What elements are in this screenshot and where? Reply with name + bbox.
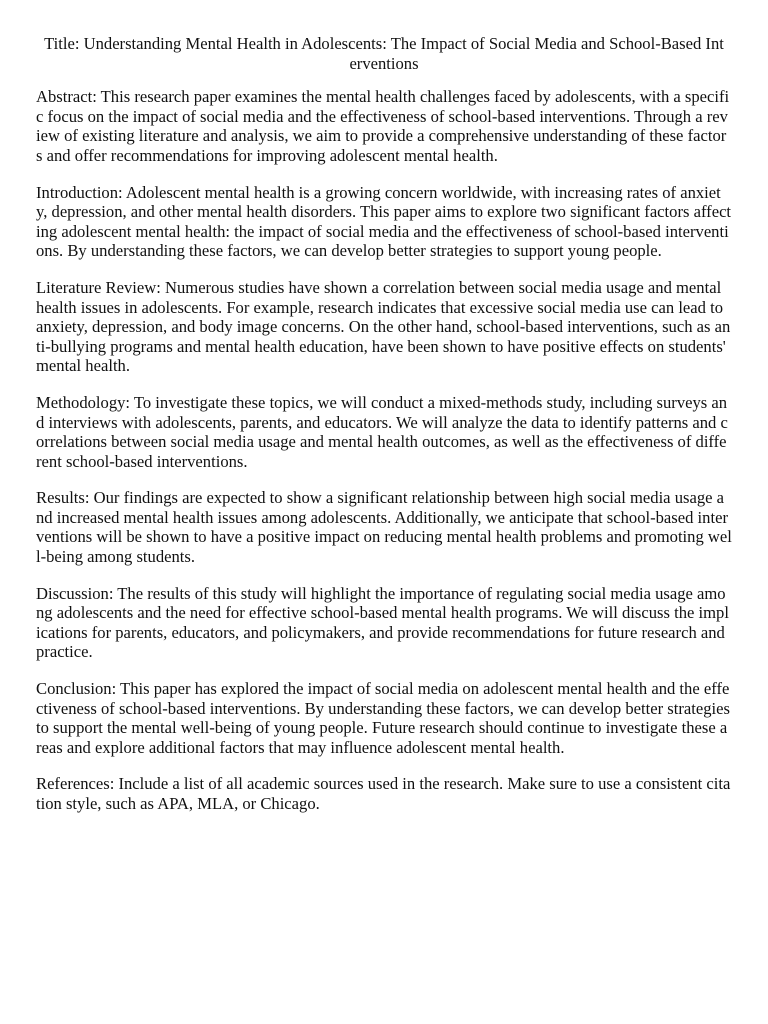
results-paragraph: Results: Our findings are expected to show a significant relationship between high social media usage and increased mental health issues among adolescents. Additionally, we anticipate that school-based interventions will be shown to have a positive impact on reducing mental health problems and promoting well-being among students. xyxy=(36,488,732,567)
literature-review-paragraph: Literature Review: Numerous studies have shown a correlation between social media usage and mental health issues in adolescents. For example, research indicates that excessive social media use can lead to anxiety, depression, and body image concerns. On the other hand, school-based interventions, such as anti-bullying programs and mental health education, have been shown to have positive effects on students' mental health. xyxy=(36,277,731,376)
references-paragraph: References: Include a list of all academic sources used in the research. Make sure to use a consistent citation style, such as APA, MLA, or Chicago. xyxy=(36,774,731,813)
introduction-paragraph: Introduction: Adolescent mental health is a growing concern worldwide, with increasing rates of anxiety, depression, and other mental health disorders. This paper aims to explore two significant factors affecting adolescent mental health: the impact of social media and the effectiveness of school-based interventions. By understanding these factors, we can develop better strategies to support young people. xyxy=(36,182,732,261)
paper-title: Title: Understanding Mental Health in Adolescents: The Impact of Social Media and School-Based Interventions xyxy=(44,34,724,73)
conclusion-paragraph: Conclusion: This paper has explored the impact of social media on adolescent mental health and the effectiveness of school-based interventions. By understanding these factors, we can develop better strategies to support the mental well-being of young people. Future research should continue to investigate these areas and explore additional factors that may influence adolescent mental health. xyxy=(36,679,730,757)
methodology-paragraph: Methodology: To investigate these topics, we will conduct a mixed-methods study, including surveys and interviews with adolescents, parents, and educators. We will analyze the data to identify patterns and correlations between social media usage and mental health outcomes, as well as the effectiveness of different school-based interventions. xyxy=(36,392,728,471)
paper-page xyxy=(36,34,732,831)
abstract-paragraph: Abstract: This research paper examines the mental health challenges faced by adolescents, with a specific focus on the impact of social media and the effectiveness of school-based interventions. Through a review of existing literature and analysis, we aim to provide a comprehensive understanding of these factors and offer recommendations for improving adolescent mental health. xyxy=(36,87,730,165)
discussion-paragraph: Discussion: The results of this study will highlight the importance of regulating social media usage among adolescents and the need for effective school-based mental health programs. We will discuss the implications for parents, educators, and policymakers, and provide recommendations for future research and practice. xyxy=(36,583,729,662)
